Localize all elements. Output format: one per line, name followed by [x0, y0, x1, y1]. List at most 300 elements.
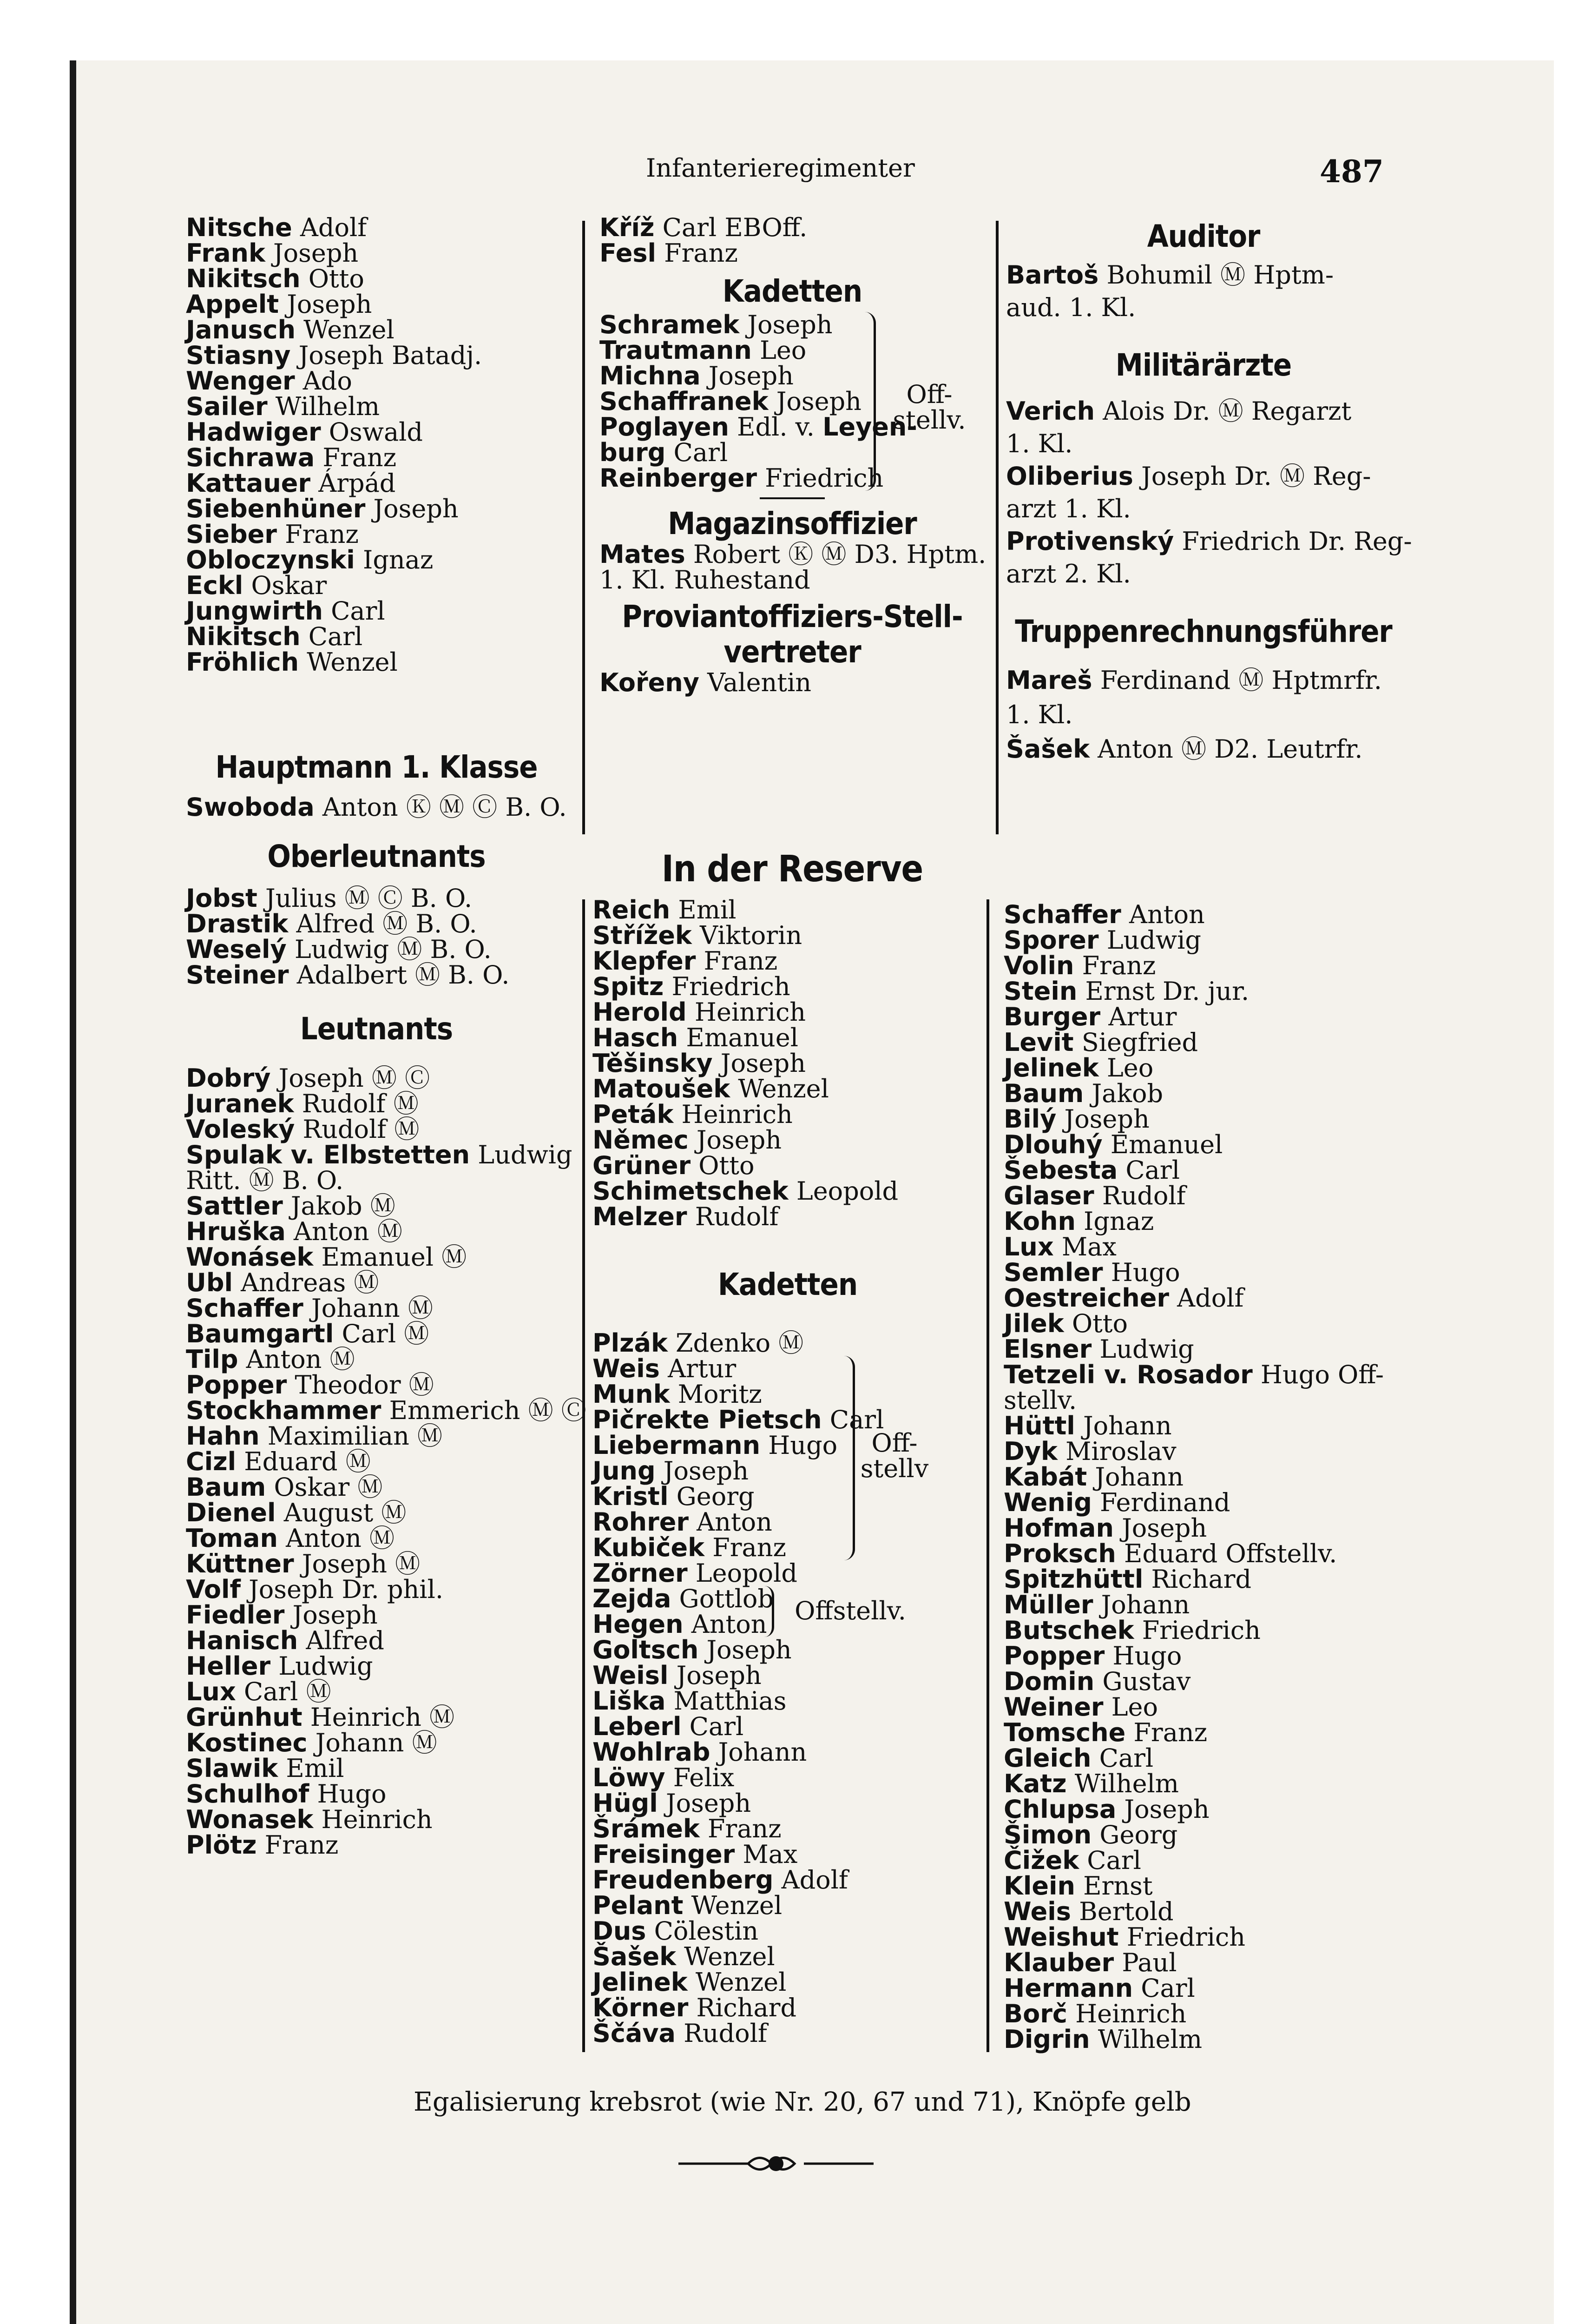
surname: Reich: [592, 895, 671, 924]
surname: Bartoš: [1006, 260, 1099, 290]
surname: Volf: [186, 1575, 241, 1604]
section-heading-leutnants: Leutnants: [300, 1011, 453, 1047]
column-right: [1006, 218, 1412, 766]
name-entry: [186, 1449, 567, 1474]
given-name-and-rank: Carl EBOff.: [654, 213, 808, 242]
column-middle: [599, 215, 985, 695]
name-entry: [186, 1295, 567, 1321]
given-name-and-rank: Rudolf: [675, 2019, 767, 2048]
surname: Peták: [592, 1100, 674, 1129]
bracket-note: Off- stellv.: [893, 380, 966, 435]
name-entry: [592, 1560, 983, 1586]
proviant-list: [599, 670, 985, 695]
given-name-and-rank: Wilhelm: [267, 392, 380, 421]
magazin-list: [599, 541, 985, 593]
surname: Stockhammer: [186, 1396, 381, 1425]
name-entry: [186, 394, 567, 419]
surname: Matoušek: [592, 1074, 730, 1103]
surname: Schaffer: [186, 1294, 303, 1323]
surname: Spitzhüttl: [1004, 1565, 1144, 1594]
name-entry: [1006, 460, 1401, 493]
surname: Schramek: [599, 310, 740, 339]
reserve-list-right: [1004, 902, 1403, 2052]
given-name-and-rank: Friedrich: [664, 972, 790, 1001]
given-name-and-rank: Leo: [1103, 1692, 1158, 1722]
surname: Protivenský: [1006, 527, 1174, 556]
given-name-and-rank: Johann Ⓜ: [303, 1294, 433, 1323]
given-name-and-rank: Ludwig: [470, 1140, 572, 1169]
surname: Čižek: [1004, 1846, 1079, 1875]
surname: Kostinec: [186, 1728, 308, 1757]
given-name-and-rank: Leopold: [687, 1558, 798, 1588]
given-name-and-rank: Friedrich: [756, 463, 884, 493]
name-entry: [1004, 1234, 1403, 1260]
surname: Poglayen: [599, 412, 729, 442]
surname: Chlupsa: [1004, 1795, 1117, 1824]
given-name-and-rank: Heinrich: [686, 997, 806, 1027]
given-name-and-rank: Joseph: [658, 1789, 751, 1818]
given-name-and-rank: Heinrich: [313, 1805, 433, 1834]
surname: Klepfer: [592, 946, 696, 976]
name-entry: [186, 1321, 567, 1347]
surname: Těšinsky: [592, 1049, 713, 1078]
militaeraerzte-list: [1006, 395, 1412, 590]
surname: Hofman: [1004, 1513, 1114, 1543]
name-entry: [592, 1739, 983, 1765]
surname: Nikitsch: [186, 622, 301, 651]
name-entry: [1006, 395, 1401, 428]
surname: Schulhof: [186, 1779, 309, 1809]
name-entry: [1006, 698, 1401, 732]
given-name-and-rank: Emil: [670, 895, 737, 924]
given-name-and-rank: Emanuel Ⓜ: [313, 1242, 467, 1272]
truppen-list: [1006, 663, 1401, 766]
given-name-and-rank: Joseph Dr. phil.: [240, 1575, 444, 1604]
given-name-and-rank: Valentin: [699, 668, 812, 697]
kadetten-list-2a: [592, 1330, 983, 1356]
given-name-and-rank: Moritz: [670, 1380, 762, 1409]
surname: Rohrer: [592, 1507, 689, 1537]
given-name-and-rank: Franz: [276, 520, 359, 549]
given-name-and-rank: Joseph: [1113, 1513, 1207, 1543]
name-entry: [1004, 1030, 1403, 1055]
surname: Janusch: [186, 315, 296, 344]
surname: Sieber: [186, 520, 277, 549]
name-entry: [1004, 1694, 1403, 1720]
name-entry: [592, 974, 983, 999]
surname: Grünhut: [186, 1703, 303, 1732]
surname: Dobrý: [186, 1063, 271, 1093]
surname: Volin: [1004, 951, 1074, 980]
name-entry: [1004, 2027, 1403, 2052]
divider: [760, 497, 825, 499]
given-name-and-rank: Joseph: [668, 1661, 762, 1690]
given-name-and-rank: Wenzel: [687, 1967, 787, 1997]
section-heading-oberleutnants: Oberleutnants: [267, 838, 486, 874]
name-entry: [1004, 902, 1403, 927]
given-name-and-rank: Hugo: [1103, 1258, 1180, 1287]
column-left: [186, 213, 586, 1860]
given-name-and-rank: Carl: [1133, 1974, 1195, 2003]
section-heading-proviant: Proviantoffiziers-Stell- vertreter: [622, 599, 963, 670]
hauptmann-list: [186, 794, 567, 820]
name-entry: [1004, 1643, 1403, 1669]
surname: Lux: [186, 1677, 236, 1706]
given-name-and-rank: 1. Kl.: [1006, 700, 1073, 729]
surname: Herold: [592, 997, 687, 1027]
name-entry: [186, 1577, 567, 1602]
given-name-and-rank: Heinrich Ⓜ: [302, 1703, 455, 1732]
surname: Wohlrab: [592, 1737, 710, 1767]
name-entry: [186, 1244, 567, 1270]
name-entry: [1004, 1975, 1403, 2001]
surname: Mates: [599, 540, 685, 569]
given-name-and-rank: Johann Ⓜ: [307, 1728, 437, 1757]
name-entry: [1004, 953, 1403, 978]
name-entry: [186, 573, 567, 598]
surname: Pelant: [592, 1891, 684, 1920]
column-rule-right-bottom: [987, 899, 989, 2052]
surname: Juranek: [186, 1089, 294, 1118]
name-entry: [186, 445, 567, 470]
surname: Hanisch: [186, 1626, 298, 1655]
surname: Střížek: [592, 921, 692, 950]
given-name-and-rank: Hugo: [309, 1779, 387, 1809]
surname: Šašek: [592, 1942, 677, 1971]
given-name-and-rank: Eduard Ⓜ: [236, 1447, 371, 1476]
given-name-and-rank: Ludwig: [270, 1651, 373, 1681]
column-rule-right-top: [996, 221, 999, 834]
given-name-and-rank: Oskar Ⓜ: [266, 1472, 383, 1502]
given-name-and-rank: Bohumil Ⓜ Hptm-: [1098, 260, 1334, 290]
given-name-and-rank: Oskar: [243, 571, 327, 600]
given-name-and-rank: Oswald: [321, 417, 423, 447]
name-entry: [1004, 1260, 1403, 1285]
surname: Popper: [186, 1370, 287, 1400]
surname: Hüttl: [1004, 1411, 1075, 1440]
surname: Mareš: [1006, 666, 1092, 695]
surname: Freudenberg: [592, 1865, 774, 1895]
given-name-and-rank: Hugo: [760, 1431, 838, 1460]
given-name-and-rank: Paul: [1114, 1948, 1177, 1977]
name-entry: [186, 1602, 567, 1628]
surname-continuation: Leyen-: [822, 412, 917, 442]
given-name-and-rank: Carl: [1079, 1846, 1141, 1875]
given-name-and-rank: Richard: [1143, 1565, 1252, 1594]
given-name-and-rank: Georg: [668, 1482, 755, 1511]
name-entry: [1006, 558, 1401, 590]
name-entry: [186, 885, 567, 911]
surname: Spitz: [592, 972, 664, 1001]
name-entry: [186, 215, 567, 240]
surname: Bilý: [1004, 1104, 1057, 1134]
name-entry: [592, 1356, 983, 1381]
given-name-and-rank: Adolf: [292, 213, 367, 242]
surname: Elsner: [1004, 1334, 1092, 1364]
surname: Verich: [1006, 396, 1095, 426]
given-name-and-rank: Zdenko Ⓜ: [667, 1328, 804, 1358]
surname: Heller: [186, 1651, 271, 1681]
surname: Stiasny: [186, 341, 291, 370]
name-entry: [186, 794, 567, 820]
given-name-and-rank: Edl. v.: [729, 412, 823, 442]
surname: Weis: [1004, 1897, 1071, 1926]
given-name-and-rank: Otto: [300, 264, 364, 293]
surname: Jobst: [186, 884, 257, 913]
given-name-and-rank: Joseph Dr. Ⓜ Reg-: [1133, 462, 1371, 491]
given-name-and-rank: Carl: [300, 622, 363, 651]
name-entry: [186, 1065, 567, 1091]
surname: Sattler: [186, 1191, 283, 1221]
bracket: [864, 312, 876, 491]
name-entry: [186, 1832, 567, 1858]
name-entry: [1004, 1873, 1403, 1899]
surname: Domin: [1004, 1667, 1095, 1696]
given-name-and-rank: Heinrich: [673, 1100, 793, 1129]
surname: Fesl: [599, 238, 656, 268]
column-middle-reserve: [592, 897, 983, 2046]
name-entry: [186, 1781, 567, 1807]
name-entry: [599, 312, 985, 337]
surname: Zejda: [592, 1584, 671, 1613]
given-name-and-rank: Anton Ⓜ: [285, 1217, 402, 1246]
given-name-and-rank: Georg: [1092, 1820, 1178, 1849]
officer-list: [186, 215, 567, 675]
name-entry: [1004, 1208, 1403, 1234]
name-entry: [1006, 259, 1401, 291]
surname: Klauber: [1004, 1948, 1114, 1977]
given-name-and-rank: Wenzel: [683, 1891, 783, 1920]
surname: Butschek: [1004, 1616, 1134, 1645]
given-name-and-rank: Johann: [1075, 1411, 1172, 1440]
surname: Hermann: [1004, 1974, 1133, 2003]
name-entry: [1004, 1004, 1403, 1030]
given-name-and-rank: Max: [735, 1840, 798, 1869]
name-entry: [1004, 1950, 1403, 1975]
surname: Tetzeli v. Rosador: [1004, 1360, 1253, 1389]
name-entry: [1006, 663, 1401, 698]
name-entry: [599, 465, 985, 491]
given-name-and-rank: Joseph: [265, 238, 359, 268]
surname: Ščáva: [592, 2019, 676, 2048]
given-name-and-rank: Alois Dr. Ⓜ Regarzt: [1095, 396, 1352, 426]
surname: Weisl: [592, 1661, 669, 1690]
given-name-and-rank: Carl Ⓜ: [334, 1319, 429, 1348]
given-name-and-rank: Carl: [322, 596, 385, 626]
given-name-and-rank: Anton: [683, 1610, 767, 1639]
surname: Šašek: [1006, 734, 1090, 764]
name-entry: [1006, 428, 1401, 460]
name-entry: [186, 1270, 567, 1295]
oberleutnants-list: [186, 885, 567, 988]
name-entry: [186, 1653, 567, 1679]
surname: Kohn: [1004, 1207, 1076, 1236]
name-entry: [592, 1204, 983, 1229]
name-entry: [186, 1756, 567, 1781]
given-name-and-rank: Joseph Ⓜ Ⓒ: [270, 1063, 430, 1093]
given-name-and-rank: Joseph Ⓜ: [294, 1549, 421, 1578]
name-entry: [186, 1551, 567, 1577]
surname: Kattauer: [186, 469, 311, 498]
given-name-and-rank: Friedrich: [1134, 1616, 1261, 1645]
given-name-and-rank: Matthias: [665, 1686, 787, 1716]
given-name-and-rank: Emil: [278, 1754, 344, 1783]
name-entry: [186, 1372, 567, 1398]
given-name-and-rank: Miroslav: [1057, 1437, 1177, 1466]
surname: Sporer: [1004, 925, 1099, 955]
name-entry: [186, 624, 567, 649]
surname: Voleský: [186, 1115, 295, 1144]
bracket: [843, 1356, 855, 1560]
given-name-and-rank: Joseph: [655, 1456, 749, 1486]
given-name-and-rank: Richard: [688, 1993, 797, 2022]
surname: Semler: [1004, 1258, 1103, 1287]
given-name-and-rank: Anton Ⓜ: [277, 1524, 395, 1553]
given-name-and-rank: Adolf: [773, 1865, 848, 1895]
given-name-and-rank: Adolf: [1169, 1283, 1244, 1313]
kadetten-group-1: [599, 312, 985, 491]
given-name-and-rank: Joseph: [700, 361, 794, 390]
given-name-and-rank: Heinrich: [1067, 1999, 1187, 2028]
surname: Popper: [1004, 1641, 1105, 1670]
given-name-and-rank: Joseph: [279, 290, 372, 319]
name-entry: [186, 547, 567, 573]
name-entry: [1004, 1515, 1403, 1541]
given-name-and-rank: Franz: [1125, 1718, 1208, 1747]
column-rule-left-bottom: [582, 899, 585, 2052]
surname: Munk: [592, 1380, 670, 1409]
surname: Nitsche: [186, 213, 292, 242]
section-heading-auditor: Auditor: [1147, 218, 1260, 254]
given-name-and-rank: Joseph: [688, 1125, 782, 1155]
name-entry: [1004, 1771, 1403, 1796]
surname: Löwy: [592, 1763, 665, 1792]
section-heading-reserve: In der Reserve: [661, 848, 923, 890]
surname: Katz: [1004, 1769, 1067, 1798]
surname: Freisinger: [592, 1840, 735, 1869]
surname: Plötz: [186, 1830, 257, 1860]
given-name-and-rank: Carl: [681, 1712, 744, 1741]
surname: Dus: [592, 1916, 646, 1946]
name-entry: [1006, 493, 1401, 525]
name-entry: [186, 1140, 572, 1169]
surname: Frank: [186, 238, 265, 268]
name-entry: [1006, 291, 1401, 324]
given-name-and-rank: Max: [1053, 1232, 1117, 1261]
surname: Oestreicher: [1004, 1283, 1169, 1313]
surname: Hruška: [186, 1217, 286, 1246]
name-entry: [1004, 1822, 1403, 1848]
name-entry: [592, 1663, 983, 1688]
name-entry: [592, 1944, 983, 1969]
surname: Šimon: [1004, 1820, 1092, 1849]
surname: Kořeny: [599, 668, 699, 697]
surname: Goltsch: [592, 1635, 699, 1664]
given-name-and-rank: Joseph Batadj.: [290, 341, 482, 370]
name-entry: [1004, 1413, 1403, 1439]
given-name-and-rank: Rudolf: [687, 1202, 779, 1231]
surname: Klein: [1004, 1871, 1075, 1901]
surname: Glaser: [1004, 1181, 1094, 1210]
surname: Lux: [1004, 1232, 1054, 1261]
name-entry: [186, 291, 567, 317]
given-name-and-rank: Ferdinand Ⓜ Hptmrfr.: [1092, 666, 1382, 695]
name-entry: [592, 1765, 983, 1790]
surname: Jelinek: [1004, 1053, 1099, 1083]
section-heading-hauptmann: Hauptmann 1. Klasse: [215, 749, 538, 785]
given-name-and-rank: 1. Kl. Ruhestand: [599, 565, 810, 594]
name-entry: [592, 1790, 983, 1816]
name-entry: [1004, 1439, 1403, 1464]
surname: Reinberger: [599, 463, 757, 493]
surname: Šrámek: [592, 1814, 700, 1843]
section-heading-kadetten-1: Kadetten: [722, 273, 862, 309]
surname: Stein: [1004, 977, 1078, 1006]
given-name-and-rank: Anton: [689, 1507, 772, 1537]
name-entry: [592, 948, 983, 974]
name-entry: [186, 496, 567, 522]
name-entry: [1004, 1106, 1403, 1132]
name-entry: [592, 1969, 983, 1995]
given-name-and-rank: Theodor Ⓜ: [287, 1370, 434, 1400]
surname: Toman: [186, 1524, 278, 1553]
surname: Wenger: [186, 366, 295, 396]
surname: Jung: [592, 1456, 656, 1486]
page-number: 487: [1320, 153, 1384, 190]
surname: Sailer: [186, 392, 268, 421]
name-entry: [186, 419, 567, 445]
name-entry: [1004, 1618, 1403, 1643]
surname: Levit: [1004, 1028, 1074, 1057]
name-entry: [1006, 732, 1401, 766]
name-entry: [186, 343, 567, 368]
given-name-and-rank: Franz: [696, 946, 778, 976]
name-entry: [186, 522, 567, 547]
given-name-and-rank: Julius Ⓜ Ⓒ B. O.: [257, 884, 473, 913]
surname: Drastik: [186, 909, 289, 938]
given-name-and-rank: Johann: [710, 1737, 807, 1767]
surname: Schimetschek: [592, 1176, 789, 1206]
surname: Sichrawa: [186, 443, 315, 472]
name-entry: [1004, 1285, 1403, 1311]
name-entry: [592, 1330, 983, 1356]
given-name-and-rank: Ludwig: [1092, 1334, 1194, 1364]
name-entry: [592, 1076, 983, 1102]
kadetten-group-3: [592, 1586, 983, 1637]
surname: Weis: [592, 1354, 660, 1383]
surname: Siebenhüner: [186, 494, 366, 523]
surname: Kříž: [599, 213, 655, 242]
given-name-and-rank: Ludwig: [1098, 925, 1201, 955]
name-entry: [1004, 1541, 1403, 1566]
name-entry: [592, 1381, 983, 1407]
given-name-and-rank: Joseph: [768, 387, 862, 416]
surname: Liška: [592, 1686, 666, 1716]
given-name-and-rank: Joseph: [284, 1600, 378, 1630]
surname: burg: [599, 438, 666, 467]
surname: Leberl: [592, 1712, 682, 1741]
surname: Dienel: [186, 1498, 276, 1527]
name-entry: [1004, 1592, 1403, 1618]
given-name-and-rank: Franz: [315, 443, 397, 472]
name-entry: [592, 1637, 983, 1663]
given-name-and-rank: Cölestin: [646, 1916, 759, 1946]
name-entry: [186, 962, 567, 988]
surname: Appelt: [186, 290, 279, 319]
name-entry: [592, 2020, 983, 2046]
name-entry: [186, 1396, 586, 1425]
bracket-note: Offstellv.: [795, 1596, 906, 1625]
